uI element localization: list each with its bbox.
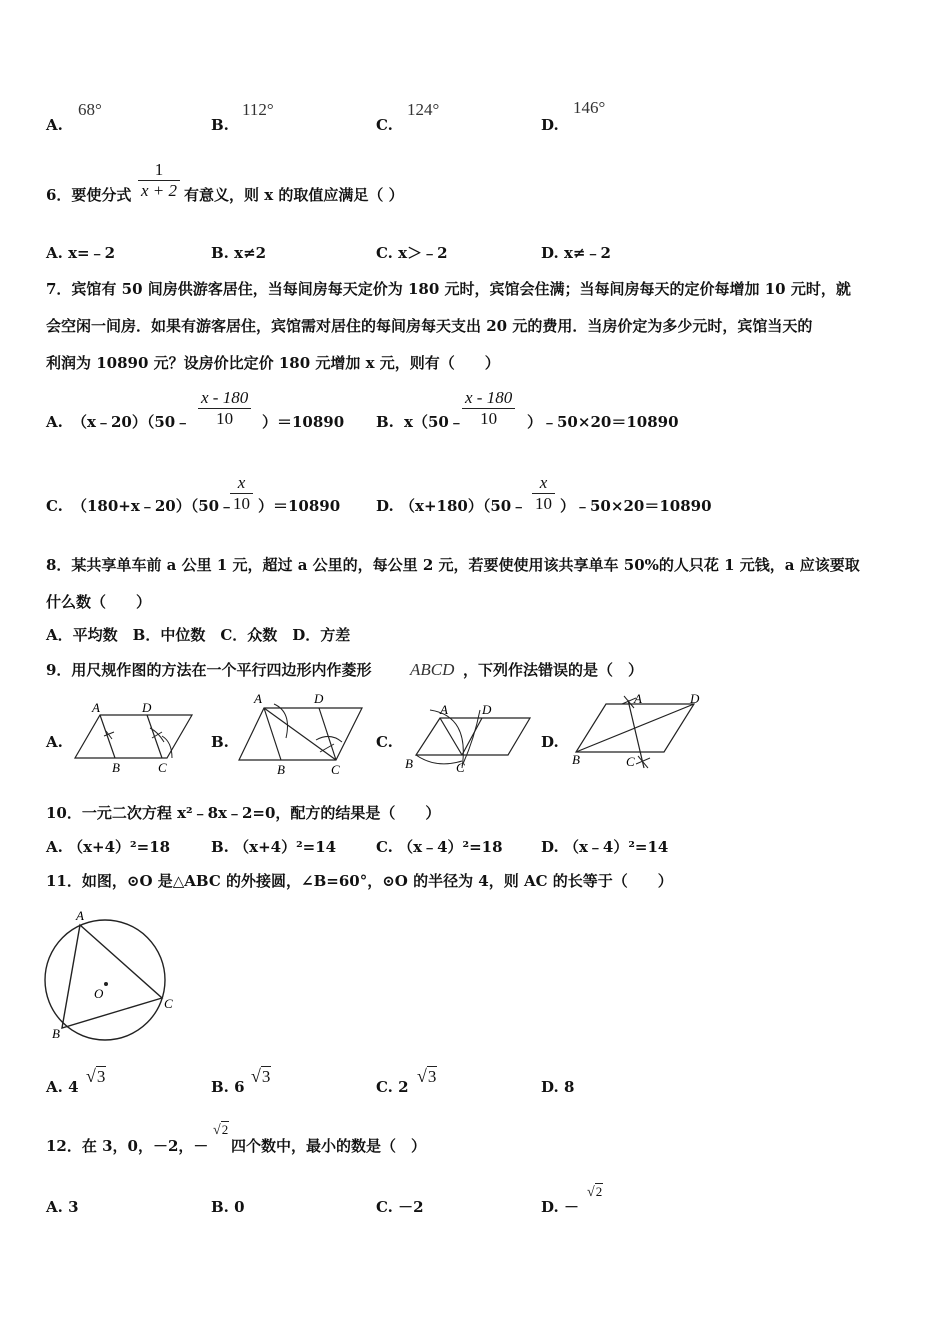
q9-figure-b — [234, 690, 370, 778]
label-a: A — [76, 908, 84, 923]
q8-line-2: 什么数（ ） — [46, 593, 152, 611]
diagonal — [264, 708, 336, 760]
q6-b-value: x≠2 — [234, 244, 267, 262]
triangle-abc — [62, 925, 162, 1028]
q7-option-d-pre: （x+180）（50﹣ — [400, 497, 527, 515]
q6-suffix: 有意义，则 x 的取值应满足（ ） — [184, 186, 404, 204]
q11-c-letter: C. — [376, 1078, 393, 1096]
label-o: O — [94, 986, 104, 1001]
q7-option-a-fraction — [198, 388, 251, 429]
q12-option-a — [46, 1200, 79, 1215]
q11-c-sqrt: √3 — [417, 1066, 437, 1086]
label-d: D — [690, 691, 700, 706]
q9-letter-c: C. — [376, 733, 393, 751]
q11-c-radicand: 3 — [427, 1067, 437, 1086]
q6-b-letter: B. — [211, 244, 229, 262]
q7-option-c-post: ）＝10890 — [258, 497, 341, 515]
label-c: C — [158, 760, 167, 775]
q6-fraction — [138, 160, 180, 201]
q7-d-frac-den: 10 — [532, 493, 555, 514]
q7-a-frac-num: x - 180 — [201, 388, 249, 407]
q7-line-2: 会空闲一间房．如果有游客居住，宾馆需对居住的每间房每天支出 20 元的费用．当房价定为多少元时，宾馆当天的 — [46, 317, 813, 335]
q11-b-radicand: 3 — [261, 1067, 271, 1086]
q12-b-letter: B. — [211, 1198, 229, 1216]
q9-letter-a: A. — [46, 733, 63, 751]
q11-option-c — [376, 1080, 409, 1095]
label-a: A — [92, 700, 100, 715]
q11-option-a — [46, 1080, 79, 1095]
q9-letter-b: B. — [211, 733, 229, 751]
q12-b-value: 0 — [234, 1198, 245, 1216]
q6-d-value: x≠﹣2 — [563, 244, 611, 262]
q7-d-frac-num: x — [539, 473, 548, 492]
q6-c-value: x＞﹣2 — [398, 244, 448, 262]
q10-b-letter: B. — [211, 838, 229, 856]
label-a: A — [254, 691, 262, 706]
label-a: A — [634, 691, 642, 706]
q7-option-d-fraction — [532, 473, 555, 514]
q7-option-d-post: ）﹣50×20＝10890 — [560, 497, 712, 515]
construction-line — [319, 708, 336, 760]
arc-mark — [162, 736, 172, 758]
parallelogram — [75, 715, 192, 758]
label-c: C — [456, 760, 465, 775]
label-c: C — [626, 754, 635, 769]
q7-option-b-pre: x（50﹣ — [404, 413, 464, 431]
q11-c-coef: 2 — [398, 1078, 409, 1096]
q5-option-c-letter: C. — [376, 116, 393, 134]
q7-option-c-pre: （180+x﹣20）（50﹣ — [72, 497, 235, 515]
label-b: B — [112, 760, 120, 775]
label-d: D — [482, 702, 492, 717]
q7-option-b-letter: B. — [376, 413, 394, 431]
q11-stem: 11．如图，⊙O 是△ABC 的外接圆，∠B=60°，⊙O 的半径为 4，则 AC 的长等于（ ） — [46, 872, 673, 890]
q12-radicand: 2 — [221, 1122, 229, 1137]
q10-option-d — [541, 840, 668, 855]
q11-a-letter: A. — [46, 1078, 63, 1096]
q11-d-letter: D. — [541, 1078, 559, 1096]
q11-b-coef: 6 — [234, 1078, 245, 1096]
q11-b-sqrt: √3 — [251, 1066, 271, 1086]
q11-b-letter: B. — [211, 1078, 229, 1096]
q12-d-value: － — [563, 1198, 579, 1216]
q10-option-a — [46, 840, 170, 855]
q7-c-frac-den: 10 — [230, 493, 253, 514]
q10-d-letter: D. — [541, 838, 559, 856]
q5-option-a-value: 68° — [78, 100, 102, 119]
label-c: C — [331, 762, 340, 777]
q7-option-a-pre: （x﹣20）（50﹣ — [72, 413, 191, 431]
q7-option-c-fraction — [230, 473, 253, 514]
q9-letter-d: D. — [541, 733, 559, 751]
label-b: B — [277, 762, 285, 777]
q9-tail: ，下列作法错误的是（ ） — [463, 661, 644, 679]
q11-a-coef: 4 — [68, 1078, 79, 1096]
q9-figure-d — [566, 690, 706, 778]
q11-d-value: 8 — [563, 1078, 575, 1096]
q9-figure-c — [400, 698, 536, 778]
q11-option-d — [541, 1080, 574, 1095]
q7-c-frac-num: x — [237, 473, 246, 492]
q9-figure-a — [70, 698, 200, 778]
q10-c-letter: C. — [376, 838, 393, 856]
q5-option-d-value: 146° — [573, 98, 606, 117]
construction-line — [440, 718, 462, 755]
q10-option-b — [211, 840, 336, 855]
q7-b-frac-num: x - 180 — [465, 388, 513, 407]
center-point — [104, 982, 108, 986]
label-b: B — [52, 1026, 60, 1041]
arc-mark — [274, 704, 288, 738]
q8-options: A．平均数 B．中位数 C．众数 D．方差 — [46, 626, 351, 644]
label-d: D — [314, 691, 324, 706]
q5-option-c-value: 124° — [407, 100, 440, 119]
q12-d-letter: D. — [541, 1198, 559, 1216]
construction-line — [100, 715, 115, 758]
q12-pre: 12．在 3，0，－2，－ — [46, 1137, 209, 1155]
q10-option-c — [376, 840, 503, 855]
q6-c-letter: C. — [376, 244, 393, 262]
q12-sqrt: √2 — [213, 1122, 229, 1138]
q12-a-value: 3 — [68, 1198, 79, 1216]
label-c: C — [164, 996, 173, 1011]
q9-abcd: ABCD — [410, 660, 455, 679]
q10-d-value: （x﹣4）²=14 — [563, 838, 669, 856]
q11-a-sqrt: √3 — [86, 1066, 106, 1086]
q7-option-b-post: ）﹣50×20＝10890 — [527, 413, 679, 431]
q6-option-c — [376, 246, 448, 261]
q12-c-letter: C. — [376, 1198, 393, 1216]
q7-a-frac-den: 10 — [198, 408, 251, 429]
q6-frac-num: 1 — [154, 160, 164, 179]
q7-option-a-post: ）＝10890 — [262, 413, 345, 431]
q10-a-letter: A. — [46, 838, 63, 856]
q12-c-value: －2 — [398, 1198, 424, 1216]
q12-d-sqrt: √2 — [587, 1184, 603, 1200]
q6-option-b — [211, 246, 266, 261]
q7-line-1: 7．宾馆有 50 间房供游客居住，当每间房每天定价为 180 元时，宾馆会住满；当每间房每天的定价每增加 10 元时，就 — [46, 280, 851, 298]
q7-option-b-fraction — [462, 388, 515, 429]
q7-b-frac-den: 10 — [462, 408, 515, 429]
label-a: A — [440, 702, 448, 717]
q12-option-d — [541, 1200, 579, 1215]
q5-option-a-letter: A. — [46, 116, 63, 134]
q12-option-b — [211, 1200, 245, 1215]
q7-option-c-letter: C. — [46, 497, 63, 515]
q12-post: 四个数中，最小的数是（ ） — [231, 1137, 427, 1155]
q10-a-value: （x+4）²=18 — [68, 838, 171, 856]
q11-circle-figure — [40, 908, 180, 1042]
construction-line — [264, 708, 281, 760]
q6-a-value: x=﹣2 — [68, 244, 116, 262]
q12-d-radicand: 2 — [595, 1184, 603, 1199]
label-d: D — [142, 700, 152, 715]
q10-c-value: （x﹣4）²=18 — [398, 838, 503, 856]
q12-a-letter: A. — [46, 1198, 63, 1216]
q6-frac-den: x + 2 — [138, 180, 180, 201]
q6-d-letter: D. — [541, 244, 559, 262]
label-b: B — [405, 756, 413, 771]
construction-line — [462, 718, 482, 755]
q6-prefix: 6．要使分式 — [46, 186, 132, 204]
q6-option-a — [46, 246, 115, 261]
q9-stem: 9．用尺规作图的方法在一个平行四边形内作菱形 — [46, 661, 372, 679]
q7-line-3: 利润为 10890 元？设房价比定价 180 元增加 x 元，则有（ ） — [46, 354, 500, 372]
q8-line-1: 8．某共享单车前 a 公里 1 元，超过 a 公里的，每公里 2 元，若要使使用该共享单车 50%的人只花 1 元钱，a 应该要取 — [46, 556, 860, 574]
q5-option-b-letter: B. — [211, 116, 229, 134]
q7-option-a-letter: A. — [46, 413, 63, 431]
q10-stem: 10．一元二次方程 x²﹣8x﹣2=0，配方的结果是（ ） — [46, 804, 441, 822]
q5-option-b-value: 112° — [242, 100, 274, 119]
q12-option-c — [376, 1200, 424, 1215]
q10-b-value: （x+4）²=14 — [234, 838, 337, 856]
q5-option-d-letter: D. — [541, 116, 559, 134]
q7-option-d-letter: D. — [376, 497, 394, 515]
q11-option-b — [211, 1080, 245, 1095]
q6-option-d — [541, 246, 611, 261]
q11-a-radicand: 3 — [96, 1067, 106, 1086]
q6-a-letter: A. — [46, 244, 63, 262]
label-b: B — [572, 752, 580, 767]
